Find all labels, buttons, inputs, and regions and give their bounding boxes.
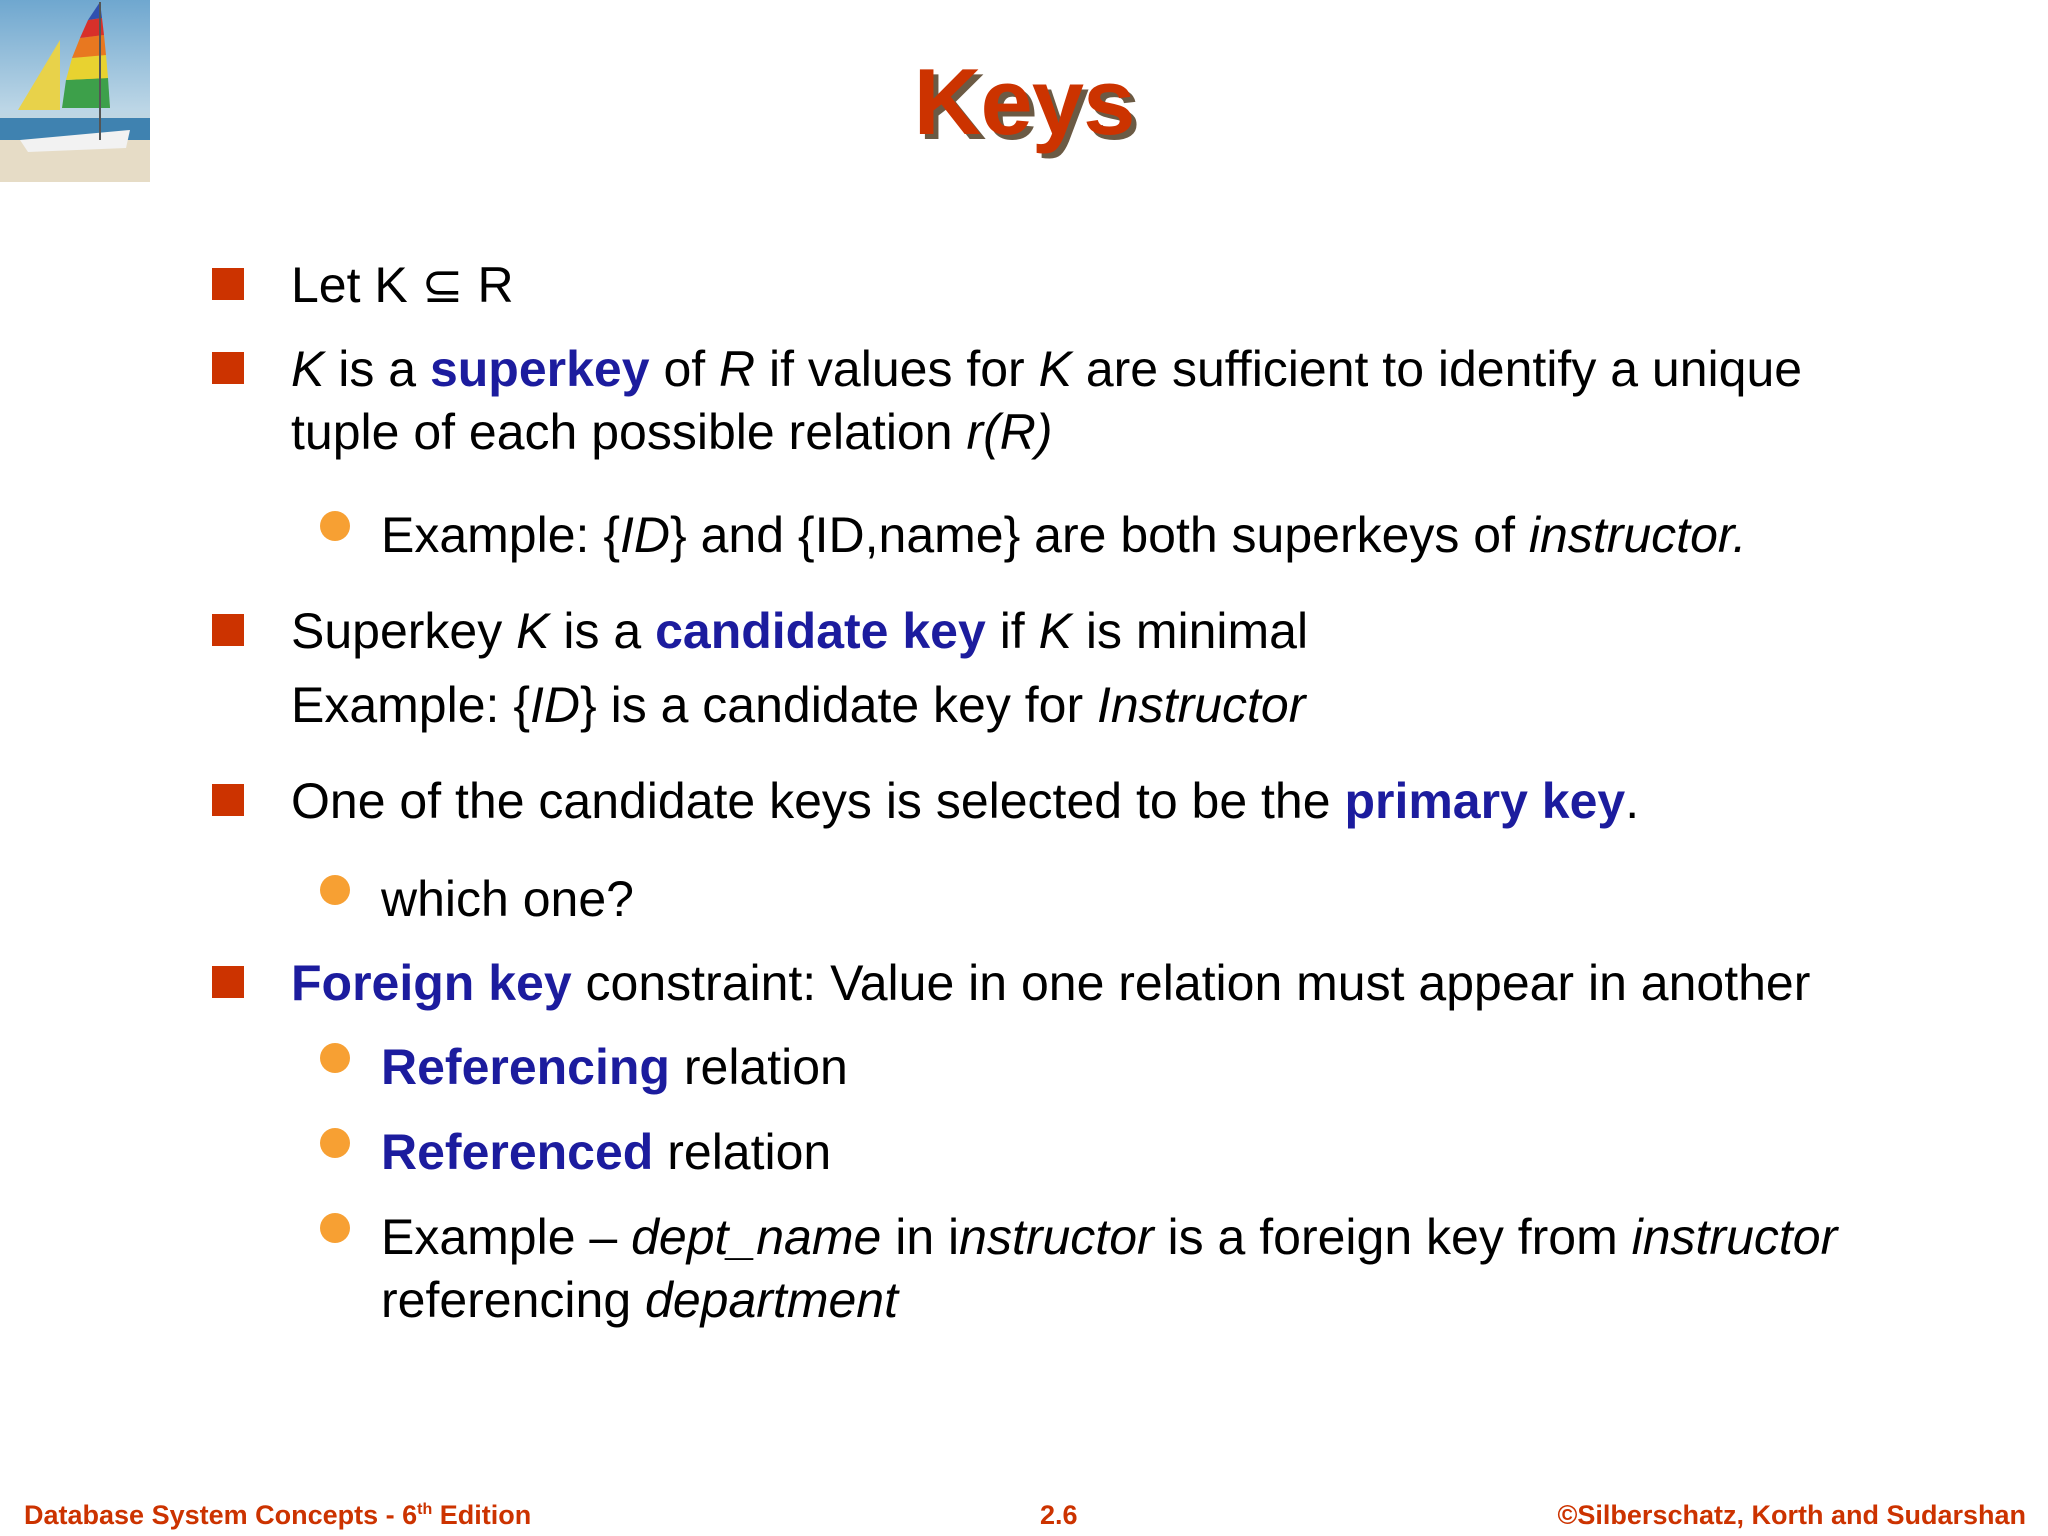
footer-book-title: Database System Concepts - 6th Edition xyxy=(24,1500,532,1530)
keyword-referenced: Referenced xyxy=(381,1124,654,1180)
square-bullet-icon xyxy=(212,614,244,646)
square-bullet-icon xyxy=(212,268,244,300)
keyword-primary-key: primary key xyxy=(1344,773,1626,829)
square-bullet-icon xyxy=(212,784,244,816)
round-bullet-icon xyxy=(320,511,350,541)
subset-symbol: ⊆ xyxy=(421,257,464,313)
keyword-referencing: Referencing xyxy=(381,1039,670,1095)
sub-bullet-superkey-example: Example: {ID} and {ID,name} are both superkeys of instructor. xyxy=(381,507,1747,563)
square-bullet-icon xyxy=(212,352,244,384)
bullet-superkey-definition: K is a superkey of R if values for K are sufficient to identify a unique xyxy=(291,341,1803,397)
bullet-foreign-key: Foreign key constraint: Value in one relation must appear in another xyxy=(291,955,1811,1011)
round-bullet-icon xyxy=(320,1213,350,1243)
round-bullet-icon xyxy=(320,875,350,905)
bullet-candidate-key: Superkey K is a candidate key if K is minimal xyxy=(291,603,1309,659)
bullet-superkey-definition-line2: tuple of each possible relation r(R) xyxy=(291,404,1053,460)
round-bullet-icon xyxy=(320,1128,350,1158)
footer-copyright: ©Silberschatz, Korth and Sudarshan xyxy=(1557,1500,2026,1530)
sub-bullet-referenced: Referenced relation xyxy=(381,1124,832,1180)
keyword-candidate-key: candidate key xyxy=(655,603,986,659)
keyword-superkey: superkey xyxy=(429,341,650,397)
sub-bullet-referencing: Referencing relation xyxy=(381,1039,848,1095)
bullet-candidate-key-example: Example: {ID} is a candidate key for Instructor xyxy=(291,677,1306,733)
slide-title: Keys xyxy=(913,49,1135,154)
sub-bullet-foreign-key-example: Example – dept_name in instructor is a foreign key from instructor xyxy=(381,1209,1838,1265)
keyword-foreign-key: Foreign key xyxy=(291,955,572,1011)
square-bullet-icon xyxy=(212,966,244,998)
sub-bullet-which-one: which one? xyxy=(381,871,634,927)
round-bullet-icon xyxy=(320,1043,350,1073)
bullet-let-k-subset-r: Let K ⊆ R xyxy=(291,257,514,313)
bullet-primary-key: One of the candidate keys is selected to be the primary key. xyxy=(291,773,1640,829)
sub-bullet-foreign-key-example-line2: referencing department xyxy=(381,1272,898,1328)
footer-page-number: 2.6 xyxy=(1040,1500,1078,1530)
